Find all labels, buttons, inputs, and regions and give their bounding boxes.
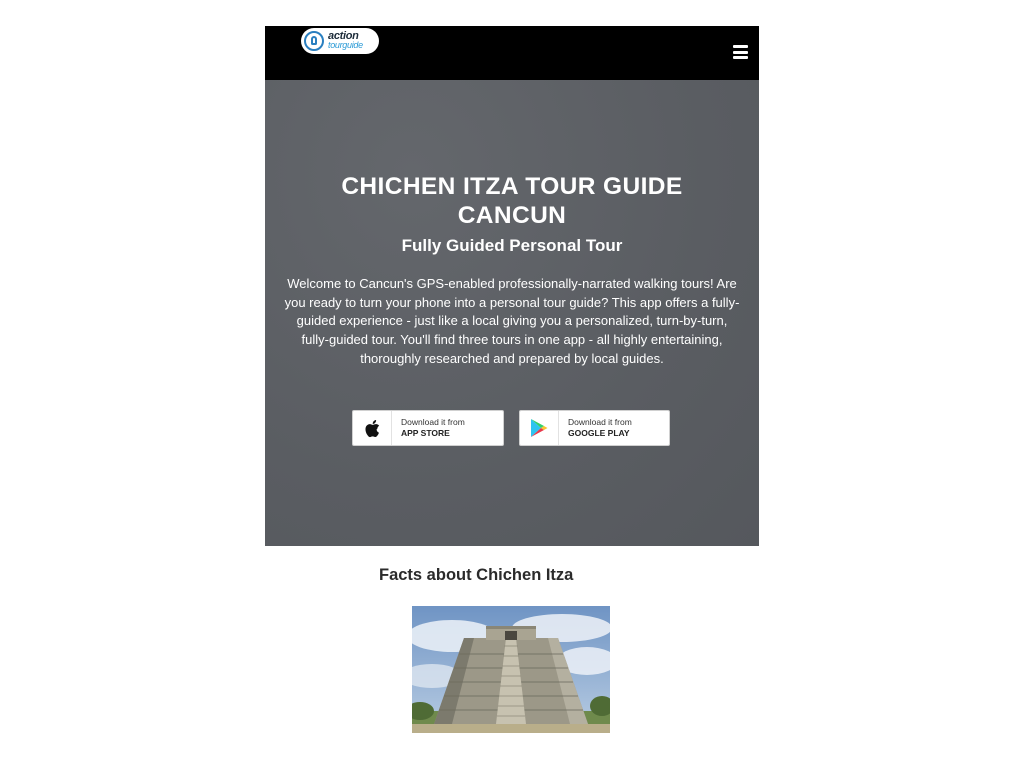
- app-store-button[interactable]: [352, 410, 504, 446]
- hero-title: [265, 172, 759, 230]
- facts-heading: Facts about Chichen Itza: [379, 566, 574, 584]
- hero-title-line1: CHICHEN ITZA TOUR GUIDE: [341, 173, 683, 200]
- logo-text: [328, 32, 363, 50]
- apple-icon: [364, 419, 380, 438]
- logo-word-action: action: [328, 30, 359, 42]
- google-play-button[interactable]: [519, 410, 670, 446]
- page-container: [265, 26, 759, 546]
- app-store-text: [401, 417, 465, 439]
- site-logo[interactable]: [301, 28, 379, 54]
- logo-word-tourguide: tourguide: [328, 40, 363, 50]
- menu-bar: [733, 51, 748, 54]
- hero-title-line2: CANCUN: [457, 202, 567, 229]
- google-play-icon: [530, 418, 548, 438]
- chichen-itza-pyramid-photo: [412, 606, 610, 733]
- google-play-text: [568, 417, 632, 439]
- menu-bar: [733, 56, 748, 59]
- logo-mark-icon: [304, 31, 324, 51]
- app-store-big-label: APP STORE: [401, 428, 450, 438]
- navbar: [265, 26, 759, 80]
- google-play-big-label: GOOGLE PLAY: [568, 428, 630, 438]
- google-play-icon-wrap: [520, 411, 559, 445]
- hero-section: [265, 80, 759, 546]
- hero-subtitle: Fully Guided Personal Tour: [401, 236, 623, 255]
- hamburger-menu-icon[interactable]: [733, 45, 748, 59]
- app-store-small-label: Download it from: [401, 417, 465, 427]
- apple-icon-wrap: [353, 411, 392, 445]
- menu-bar: [733, 45, 748, 48]
- hero-description: Welcome to Cancun's GPS-enabled professionally-narrated walking tours! Are you ready to turn your phone into a personal tour guide? This app offers a fully-guided experience - just like a local giving you a personalized, turn-by-turn, fully-guided tour. You'll find three tours in one app - all highly entertaining, thoroughly researched and prepared by local guides.: [284, 276, 740, 366]
- pyramid-photo-graphic: [412, 606, 610, 733]
- google-play-small-label: Download it from: [568, 417, 632, 427]
